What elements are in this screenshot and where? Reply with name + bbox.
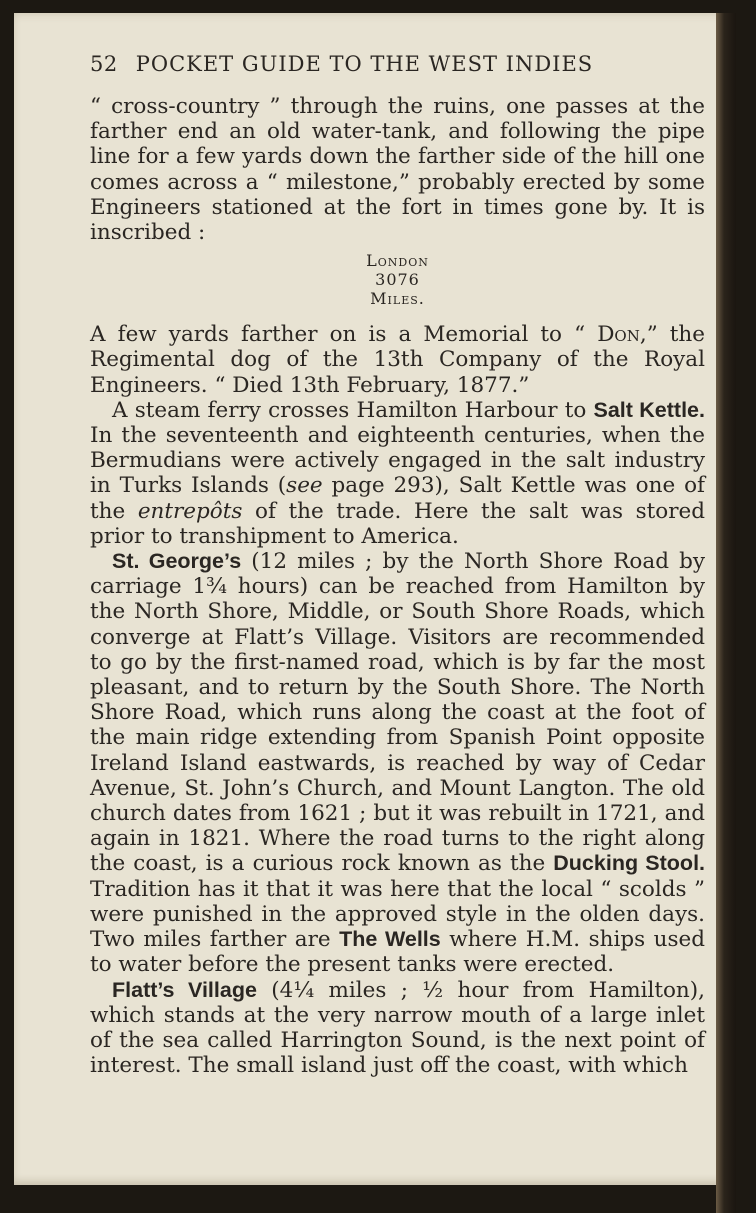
the-wells-heading: The Wells	[339, 927, 441, 952]
paragraph-3: A steam ferry crosses Hamilton Harbour to Salt Kettle. In the seventeenth and eighteenth centuries, when the Bermudians were actively engaged in the salt industry in Turks Islands (see page 293), Salt Kettle was one of the entrepôts of the trade. Here the salt was stored prior to transhipment to America.	[90, 397, 706, 549]
page-text	[90, 52, 705, 1078]
paragraph-4: St. George’s (12 miles ; by the North Shore Road by carriage 1¾ hours) can be reached from Hamilton by the North Shore, Middle, or South Shore Roads, which converge at Flatt’s Village. Visitors are recommended to go by the first-named road, which is by far the most pleasant, and to return by the South Shore. The North Shore Road, which runs along the coast at the foot of the main ridge extending from Spanish Point opposite Ireland Island eastwards, is reached by way of Cedar Avenue, St. John’s Church, and Mount Langton. The old church dates from 1621 ; but it was rebuilt in 1721, and again in 1821. Where the road turns to the right along the coast, is a curious rock known as the Ducking Stool. Tradition has it that it was here that the local “ scolds ” were punished in the approved style in the olden days. Two miles farther are The Wells where H.M. ships used to water before the present tanks were erected.	[90, 549, 706, 978]
milestone-inscription	[90, 251, 705, 308]
page-number: 52	[90, 52, 118, 76]
running-header	[90, 52, 705, 86]
ducking-stool-heading: Ducking Stool.	[553, 851, 706, 876]
salt-kettle-heading: Salt Kettle.	[593, 397, 705, 422]
don-name: Don	[597, 322, 640, 348]
paragraph-2: A few yards farther on is a Memorial to “ Don,” the Regimental dog of the 13th Company of the Royal Engineers. “ Died 13th February, 1877.”	[90, 322, 705, 398]
st-georges-heading: St. George’s	[112, 549, 242, 574]
paragraph-1: “ cross-country ” through the ruins, one passes at the farther end an old water-tank, and following the pipe line for a few yards down the farther side of the hill one comes across a “ milestone,” probably erected by some Engineers stationed at the fort in times gone by. It is inscribed :	[90, 94, 705, 246]
inscription-line-1: London	[366, 251, 429, 271]
page-edge	[716, 13, 736, 1213]
paragraph-5: Flatt’s Village (4¼ miles ; ½ hour from Hamilton), which stands at the very narrow mouth of a large inlet of the sea called Harrington Sound, is the next point of interest. The small island just off the coast, with which	[90, 977, 705, 1079]
inscription-line-3: Miles.	[370, 289, 425, 309]
flatts-village-heading: Flatt’s Village	[112, 977, 257, 1002]
inscription-line-2: 3076	[375, 270, 420, 290]
running-title: POCKET GUIDE TO THE WEST INDIES	[135, 52, 594, 76]
